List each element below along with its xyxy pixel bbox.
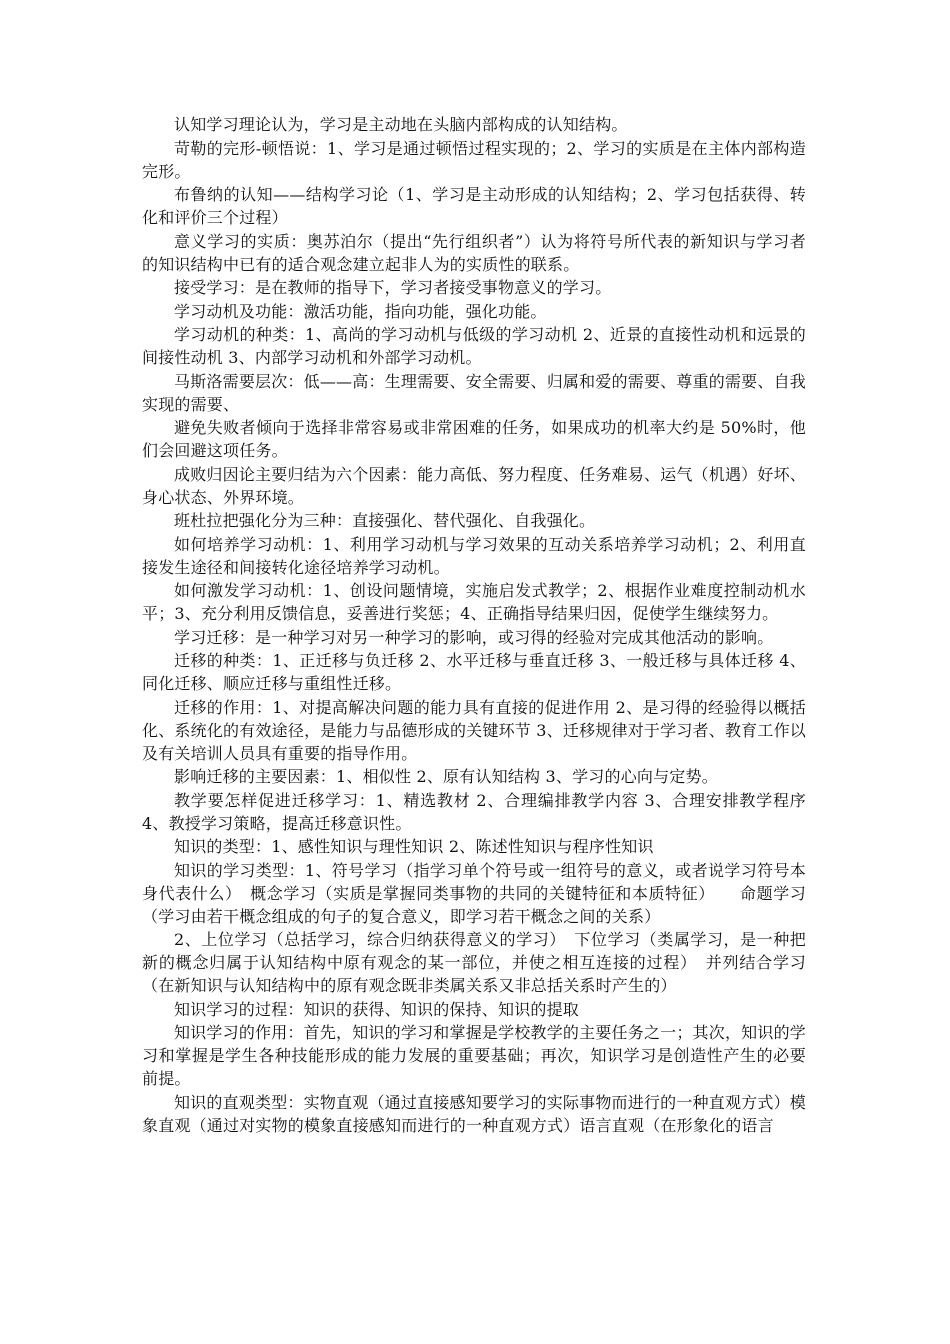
- paragraph: 学习迁移：是一种学习对另一种学习的影响，或习得的经验对完成其他活动的影响。: [174, 627, 774, 647]
- paragraph: 接受学习：是在教师的指导下，学习者接受事物意义的学习。: [174, 278, 612, 297]
- paragraph: 马斯洛需要层次：低——高：生理需要、安全需要、归属和爱的需要、尊重的需要、自我实现的需要、: [142, 371, 806, 414]
- paragraph: 知识学习的作用：首先，知识的学习和掌握是学校教学的主要任务之一；其次，知识的学习和掌握是学生各种技能形成的能力发展的重要基础；再次，知识学习是创造性产生的必要前提。: [142, 1023, 806, 1088]
- paragraph: 布鲁纳的认知——结构学习论（1、学习是主动形成的认知结构；2、学习包括获得、转化和评价三个过程）: [142, 185, 806, 227]
- paragraph: 成败归因论主要归结为六个因素：能力高低、努力程度、任务难易、运气（机遇）好坏、身心状态、外界环境。: [142, 464, 806, 507]
- document-body: [142, 113, 806, 1137]
- paragraph: 影响迁移的主要因素：1、相似性 2、原有认知结构 3、学习的心向与定势。: [174, 767, 718, 786]
- paragraph: 迁移的种类：1、正迁移与负迁移 2、水平迁移与垂直迁移 3、一般迁移与具体迁移 4、同化迁移、顺应迁移与重组性迁移。: [142, 651, 806, 693]
- paragraph: 学习动机的种类：1、高尚的学习动机与低级的学习动机 2、近景的直接性动机和远景的间接性动机 3、内部学习动机和外部学习动机。: [142, 325, 806, 367]
- paragraph: 认知学习理论认为，学习是主动地在头脑内部构成的认知结构。: [174, 115, 628, 134]
- paragraph: 知识的类型：1、感性知识与理性知识 2、陈述性知识与程序性知识: [174, 837, 654, 856]
- paragraph: 如何激发学习动机：1、创设问题情境，实施启发式教学；2、根据作业难度控制动机水平；3、充分利用反馈信息，妥善进行奖惩；4、正确指导结果归因，促使学生继续努力。: [142, 581, 806, 623]
- paragraph: 班杜拉把强化分为三种：直接强化、替代强化、自我强化。: [174, 511, 596, 530]
- paragraph: 2、上位学习（总括学习，综合归纳获得意义的学习） 下位学习（类属学习，是一种把新的概念归属于认知结构中原有观念的某一部位，并使之相互连接的过程） 并列结合学习（在新知识与认知结构中的原有观念既非类属关系又非总括关系时产生的）: [142, 930, 806, 995]
- paragraph: 迁移的作用：1、对提高解决问题的能力具有直接的促进作用 2、是习得的经验得以概括化、系统化的有效途径，是能力与品德形成的关键环节 3、迁移规律对于学习者、教育工作以及有关培训人员具有重要的指导作用。: [142, 697, 806, 763]
- paragraph: 知识学习的过程：知识的获得、知识的保持、知识的提取: [174, 999, 580, 1019]
- paragraph: 知识的学习类型：1、符号学习（指学习单个符号或一组符号的意义，或者说学习符号本身代表什么） 概念学习（实质是掌握同类事物的共同的关键特征和本质特征） 命题学习（学习由若干概念组成的句子的复合意义，即学习若干概念之间的关系）: [142, 860, 806, 926]
- paragraph: 苛勒的完形-顿悟说：1、学习是通过顿悟过程实现的；2、学习的实质是在主体内部构造完形。: [142, 138, 806, 181]
- paragraph: 知识的直观类型：实物直观（通过直接感知要学习的实际事物而进行的一种直观方式）模象直观（通过对实物的模象直接感知而进行的一种直观方式）语言直观（在形象化的语言: [142, 1092, 806, 1135]
- paragraph: 教学要怎样促进迁移学习：1、精选教材 2、合理编排教学内容 3、合理安排教学程序 4、教授学习策略，提高迁移意识性。: [142, 790, 806, 833]
- paragraph: 避免失败者倾向于选择非常容易或非常困难的任务，如果成功的机率大约是 50%时，他们会回避这项任务。: [142, 418, 806, 460]
- paragraph: 意义学习的实质：奥苏泊尔（提出“先行组织者”）认为将符号所代表的新知识与学习者的知识结构中已有的适合观念建立起非人为的实质性的联系。: [142, 231, 806, 274]
- paragraph: 如何培养学习动机：1、利用学习动机与学习效果的互动关系培养学习动机；2、利用直接发生途径和间接转化途径培养学习动机。: [142, 534, 806, 577]
- paragraph: 学习动机及功能：激活功能，指向功能，强化功能。: [174, 301, 547, 321]
